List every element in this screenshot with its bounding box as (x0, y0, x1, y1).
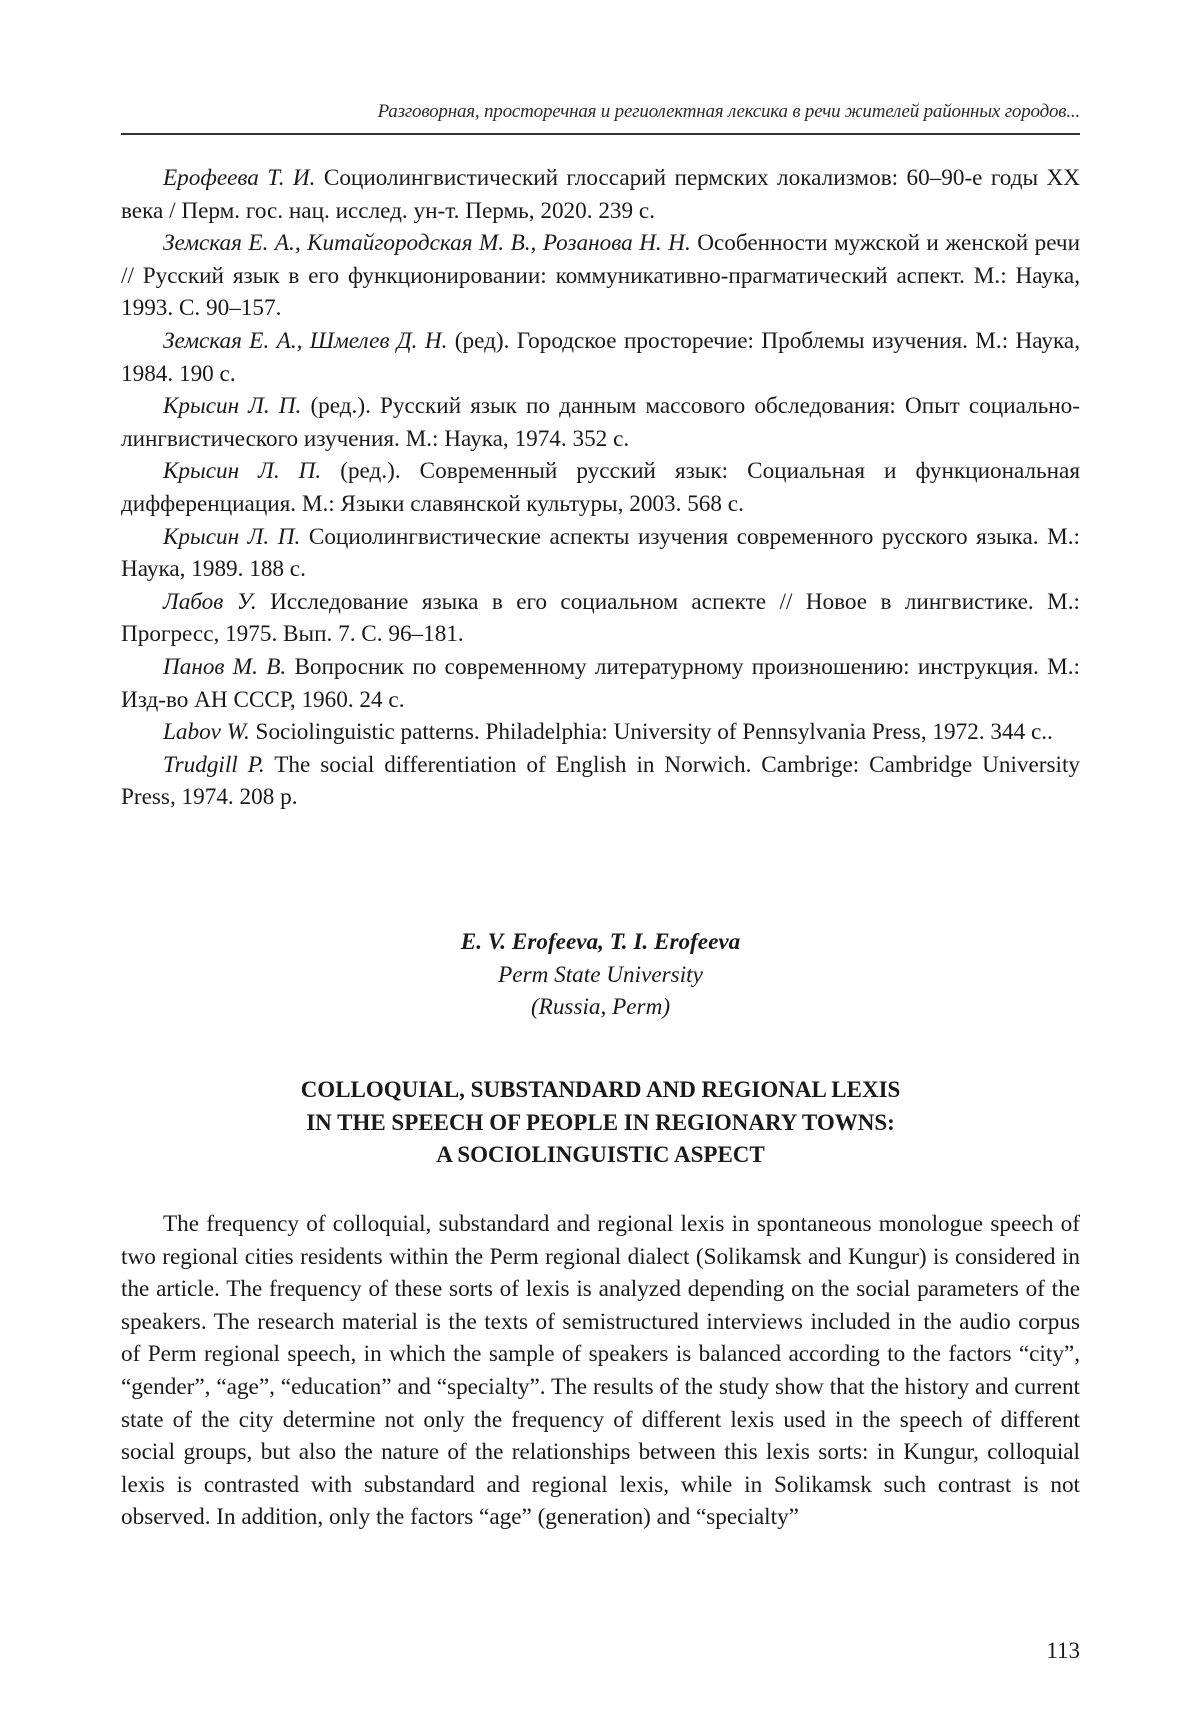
reference-item (121, 521, 1080, 586)
running-header: Разговорная, просторечная и региолектная лексика в речи жителей районных городов... (377, 101, 1080, 122)
reference-text: Социолингвистические аспекты изучения современного русского языка. М.: Наука, 1989. 188 с. (121, 523, 1080, 583)
title-line: IN THE SPEECH OF PEOPLE IN REGIONARY TOWNS: (306, 1109, 895, 1135)
reference-item (121, 651, 1080, 716)
reference-author: Крысин Л. П. (163, 458, 322, 485)
reference-author: Labov W. (163, 719, 250, 746)
article-authors: E. V. Erofeeva, T. I. Erofeeva (460, 929, 741, 955)
reference-text: Социолингвистический глоссарий пермских локализмов: 60–90-е годы XX века / Перм. гос. нац. исслед. ун-т. Пермь, 2020. 239 с. (121, 165, 1080, 224)
reference-text: (ред.). Русский язык по данным массового обследования: Опыт социально-лингвистического изучения. М.: Наука, 1974. 352 с. (121, 393, 1080, 452)
reference-item (121, 455, 1080, 520)
reference-item (121, 586, 1080, 651)
reference-list (121, 162, 1080, 814)
header-rule (121, 133, 1080, 135)
reference-text: Sociolinguistic patterns. Philadelphia: University of Pennsylvania Press, 1972. 344 с.. (249, 719, 1053, 746)
reference-text: Вопросник по современному литературному произношению: инструкция. М.: Изд-во АН СССР, 1960. 24 с. (121, 653, 1080, 713)
reference-author: Крысин Л. П. (163, 393, 302, 420)
article-affiliation: Perm State University (498, 961, 703, 988)
reference-item (121, 716, 1080, 749)
reference-author: Ерофеева Т. И. (163, 165, 316, 191)
reference-author: Лабов У. (163, 588, 257, 615)
title-line: A SOCIOLINGUISTIC ASPECT (436, 1142, 765, 1168)
reference-item (121, 227, 1080, 325)
article-byline (121, 926, 1080, 1024)
reference-text: Исследование языка в его социальном аспекте // Новое в лингвистике. М.: Прогресс, 1975. Вып. 7. С. 96–181. (121, 588, 1080, 648)
reference-item (121, 390, 1080, 455)
reference-text: The social differentiation of English in Norwich. Cambrige: Cambridge University Press, 1974. 208 p. (121, 751, 1081, 811)
article-title (121, 1074, 1080, 1172)
reference-author: Панов М. В. (163, 653, 287, 680)
reference-author: Крысин Л. П. (163, 523, 301, 550)
page-number: 113 (1046, 1638, 1080, 1663)
reference-item (121, 162, 1080, 227)
reference-text: (ред.). Современный русский язык: Социальная и функциональная дифференциация. М.: Языки славянской культуры, 2003. 568 с. (121, 458, 1080, 517)
reference-author: Trudgill P. (163, 751, 265, 778)
reference-author: Земская Е. А., Китайгородская М. В., Розанова Н. Н. (163, 230, 691, 257)
article-abstract: The frequency of colloquial, substandard and regional lexis in spontaneous monologue speech of two regional cities residents within the Perm regional dialect (Solikamsk and Kungur) is considered in the article. The frequency of these sorts of lexis is analyzed depending on the social parameters of the speakers. The research material is the texts of semistructured interviews included in the audio corpus of Perm regional speech, in which the sample of speakers is balanced according to the factors “city”, “gender”, “age”, “education” and “specialty”. The results of the study show that the history and current state of the city determine not only the frequency of different lexis used in the speech of different social groups, but also the nature of the relationships between this lexis sorts: in Kungur, colloquial lexis is contrasted with substandard and regional lexis, while in Solikamsk such contrast is not observed. In addition, only the factors “age” (generation) and “specialty” (121, 1211, 1080, 1531)
reference-item (121, 325, 1080, 390)
reference-text: Особенности мужской и женской речи // Русский язык в его функционировании: коммуникативно-прагматический аспект. М.: Наука, 1993. С. 90–157. (121, 230, 1080, 322)
title-line: COLLOQUIAL, SUBSTANDARD AND REGIONAL LEXIS (300, 1077, 901, 1102)
reference-item (121, 749, 1080, 814)
reference-text: (ред). Городское просторечие: Проблемы изучения. М.: Наука, 1984. 190 с. (121, 327, 1080, 387)
reference-author: Земская Е. А., Шмелев Д. Н. (163, 327, 448, 354)
article-location: (Russia, Perm) (530, 994, 671, 1021)
